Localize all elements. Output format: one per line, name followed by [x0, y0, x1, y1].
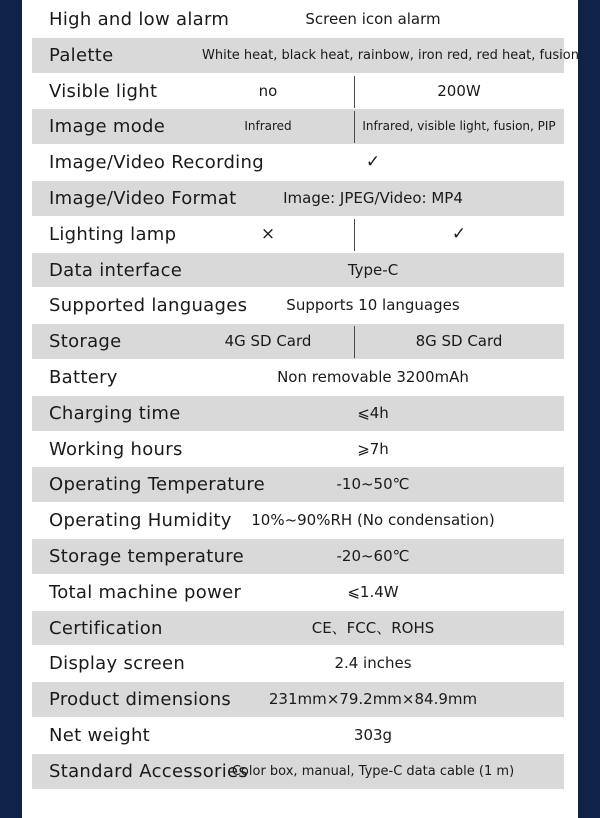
spec-row-image-video-format: [32, 181, 564, 217]
cross-icon: ×: [260, 223, 276, 244]
spec-label: Standard Accessories: [49, 760, 249, 782]
spec-value: ⩾7h: [357, 439, 389, 458]
spec-label: Image/Video Recording: [49, 152, 264, 174]
spec-panel: [22, 0, 578, 818]
spec-value-right: Infrared, visible light, fusion, PIP: [362, 119, 556, 134]
spec-value: Image: JPEG/Video: MP4: [283, 188, 463, 207]
spec-value: -20~60℃: [336, 546, 410, 565]
spec-value: 10%~90%RH (No condensation): [251, 511, 495, 530]
check-icon: ✓: [365, 152, 381, 173]
spec-label: Visible light: [49, 80, 158, 102]
spec-value-left: no: [258, 81, 278, 100]
spec-row-storage-temperature: [32, 539, 564, 575]
check-icon: ✓: [451, 223, 467, 244]
spec-row-standard-accessories: [32, 754, 564, 790]
spec-row-supported-languages: [32, 288, 564, 324]
spec-row-battery: [32, 360, 564, 396]
spec-row-high-low-alarm: [32, 2, 564, 38]
spec-label: Data interface: [49, 259, 183, 281]
spec-label: Lighting lamp: [49, 223, 177, 245]
spec-row-total-machine-power: [32, 575, 564, 611]
spec-row-working-hours: [32, 432, 564, 468]
spec-row-visible-light: [32, 74, 564, 110]
spec-label: Operating Humidity: [49, 510, 232, 532]
spec-row-operating-temperature: [32, 467, 564, 503]
spec-value: Screen icon alarm: [305, 10, 441, 28]
spec-row-image-mode: [32, 109, 564, 145]
spec-value: Color box, manual, Type-C data cable (1 m): [231, 763, 515, 779]
spec-value-right: 8G SD Card: [415, 332, 503, 351]
spec-value-left: 4G SD Card: [224, 332, 312, 351]
spec-label: Image/Video Format: [49, 187, 237, 209]
spec-label: Battery: [49, 366, 118, 388]
spec-value: -10~50℃: [336, 475, 410, 494]
spec-label: Storage temperature: [49, 545, 244, 567]
spec-value: 303g: [353, 725, 393, 744]
spec-label: Storage: [49, 331, 122, 353]
spec-label: Image mode: [49, 116, 166, 138]
spec-value: White heat, black heat, rainbow, iron red, red heat, fusion: [202, 47, 579, 63]
spec-value: Type-C: [347, 260, 399, 279]
spec-label: Total machine power: [49, 581, 242, 603]
spec-row-image-video-recording: [32, 145, 564, 181]
spec-row-charging-time: [32, 396, 564, 432]
spec-row-net-weight: [32, 718, 564, 754]
spec-row-product-dimensions: [32, 682, 564, 718]
spec-row-display-screen: [32, 646, 564, 682]
spec-row-lighting-lamp: [32, 217, 564, 253]
spec-value: CE、FCC、ROHS: [311, 618, 435, 637]
spec-row-certification: [32, 611, 564, 647]
spec-value: ⩽1.4W: [347, 582, 399, 601]
spec-label: Supported languages: [49, 295, 248, 317]
spec-value-left: Infrared: [244, 119, 292, 134]
spec-label: Net weight: [49, 724, 151, 746]
spec-value-right: 200W: [437, 81, 481, 100]
spec-label: High and low alarm: [49, 9, 230, 30]
spec-row-operating-humidity: [32, 503, 564, 539]
spec-label: Display screen: [49, 653, 186, 675]
spec-label: Certification: [49, 617, 163, 639]
spec-label: Operating Temperature: [49, 474, 266, 496]
spec-label: Product dimensions: [49, 689, 232, 711]
spec-value: 2.4 inches: [334, 654, 412, 673]
spec-value: 231mm×79.2mm×84.9mm: [268, 690, 478, 709]
spec-label: Working hours: [49, 438, 183, 460]
spec-table: [32, 2, 579, 790]
spec-row-data-interface: [32, 253, 564, 289]
spec-value: ⩽4h: [357, 403, 389, 422]
spec-label: Palette: [49, 44, 114, 66]
spec-row-palette: [32, 38, 579, 74]
spec-value: Supports 10 languages: [286, 296, 460, 315]
spec-value: Non removable 3200mAh: [277, 367, 469, 386]
spec-row-storage: [32, 324, 564, 360]
spec-label: Charging time: [49, 402, 181, 424]
